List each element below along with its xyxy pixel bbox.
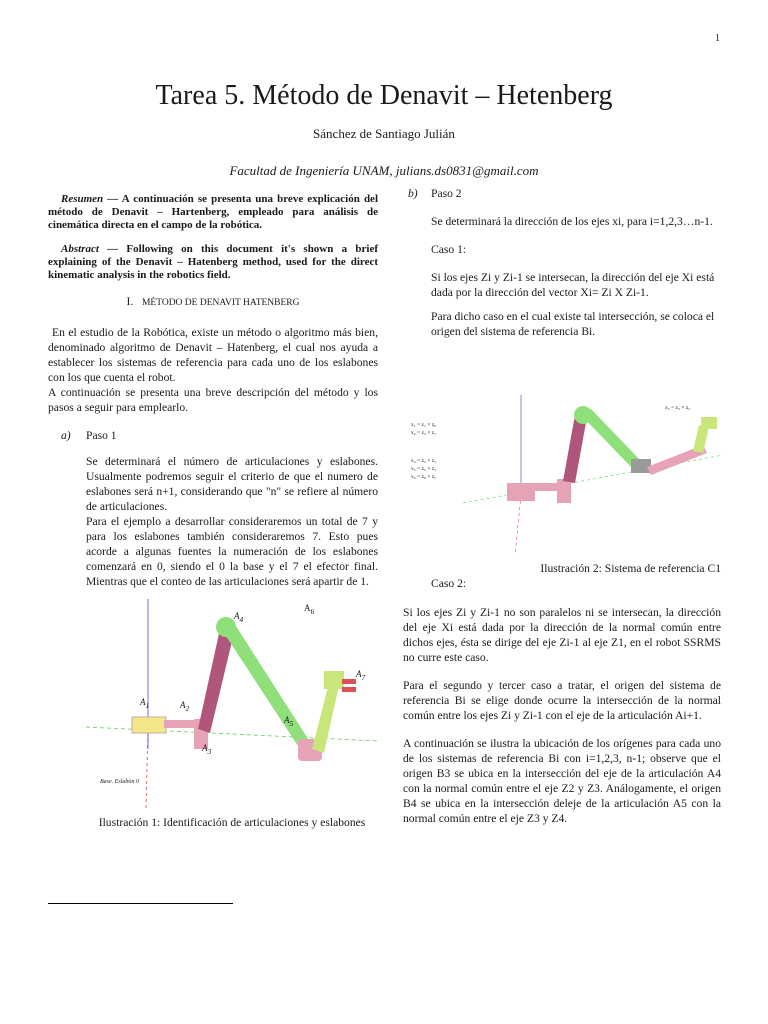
figure-2-drawing [403,395,733,555]
caso2-paragraph-3: A continuación se ilustra la ubicación de los orígenes para cada uno de los sistemas de referencia Bi con i=1,2,3, n-1; observe que el origen B3 se ubica en la intersección del eje de la articulación A4 con la normal común entre el eje Z2 y Z3. Análogamente, el origen B4 se ubica en la intersección deleje de la articulación A5 con la normal común entre el eje Z3 y Z4. [403,737,721,825]
footnote-separator [48,903,233,904]
step-a-title: Paso 1 [86,429,117,442]
label-a2: $A_2$ [180,700,190,713]
y-axis-line [463,455,723,503]
step-b-letter: b) [408,187,418,200]
link-1 [164,720,198,728]
label-a1: $A_1$ [140,697,150,710]
label-a7: $A_7$ [356,669,366,682]
section-title: MÉTODO DE DENAVIT HATENBERG [141,298,300,308]
author: Sánchez de Santiago Julián [313,126,455,141]
caso2-paragraph-1: Si los ejes Zi y Zi-1 no son paralelos ni se intersecan, la dirección del eje Xi está dada por la dirección de la normal común entre dichos ejes, ésta se dirige del eje Zi-1 al eje Z1, en el robot SSRMS no curre este caso. [403,606,721,664]
section1-paragraph-2: A continuación se presenta una breve descripción del método y los pasos a seguir para emplearlo. [48,386,378,414]
eq-x4: x₄ = z₄ × z₃ [411,458,437,464]
page-title: Tarea 5. Método de Denavit – Hetenberg [155,80,613,111]
abstract-paragraph [48,243,378,282]
figure-1-caption: Ilustración 1: Identificación de articulaciones y eslabones [98,816,366,829]
x-axis-line [146,727,148,809]
resumen-paragraph [48,193,378,232]
joint-a4 [574,406,592,424]
caso2-label: Caso 2: [431,577,467,590]
base-joint [507,483,535,501]
joint-a5 [631,459,651,473]
y-axis-line [86,727,378,741]
label-a6: $A_6$ [304,603,315,616]
caso1-paragraph: Si los ejes Zi y Zi-1 se intersecan, la dirección del eje Xi está dada por la dirección del vector Xi= Zi X Zi-1. [431,271,715,299]
joint-a4 [216,617,236,637]
end-effector [342,679,356,684]
left-column [48,193,378,830]
link-3 [198,629,234,733]
eq-x1: x₁ = z₁ × z₀ [411,422,437,428]
link-4 [220,623,312,749]
label-a4: $A_4$ [234,611,244,624]
step-b-title: Paso 2 [431,187,462,200]
figure-2-caption: Ilustración 2: Sistema de referencia C1 [540,562,721,575]
figure-2-reference-frames [403,395,733,555]
equation-top: x₃ = z₃ × z₂ [665,405,691,411]
step-a-heading [48,428,378,443]
resumen-label: Resumen — [61,193,119,205]
joint-a6 [324,671,344,689]
eq-x2: x₂ = z₂ × z₁ [411,430,437,436]
end-effector-2 [342,687,356,692]
equations-left-b [411,457,436,481]
link-3 [563,415,587,483]
eq-x6: x₆ = z₆ × z₅ [411,474,437,480]
caso1-label: Caso 1: [431,243,467,256]
step-a-paragraph-1: Se determinará el número de articulaciones y eslabones. Usualmente podremos seguir el criterio de que el numero de eslabones será n+1, considerando que "n" se refiere al número de articulaciones. [86,455,378,513]
caso1-paragraph-2: Para dicho caso en el cual existe tal intersección, se coloca el origen del sistema de referencia Bi. [431,310,715,338]
eq-x5: x₅ = z₅ × z₄ [411,466,437,472]
equations-left-a [411,421,436,437]
joint-a6 [701,417,717,429]
affiliation: Facultad de Ingeniería UNAM, julians.ds0831@gmail.com [229,163,539,178]
figure-1-robot-joints [86,599,378,809]
label-a5: $A_5$ [284,715,294,728]
link-5 [312,679,340,753]
abstract-label: Abstract — [61,243,119,255]
section-number: I. [126,295,134,308]
x-axis-line [515,495,521,555]
resumen-text: A continuación se presenta una breve explicación del método de Denavit – Hartenberg, empleado para análisis de cinemática directa en el campo de la robótica. [48,193,378,231]
page-number: 1 [715,33,720,44]
abstract-text: Following on this document it's shown a brief explaining of the Denavit – Hatenberg method, used for the direct kinematic analysis in the robotics field. [48,243,378,281]
base-joint [132,717,166,733]
step-b-paragraph-1: Se determinará la dirección de los ejes xi, para i=1,2,3…n-1. [431,215,713,228]
link-6 [693,425,709,453]
step-b-heading [403,186,721,201]
step-a-paragraph-2: Para el ejemplo a desarrollar consideraremos un total de 7 y para los eslabones también consideraremos 7. Esto pues acorde a algunas fuentes la numeración de los eslabones comenzará en 0, siendo el 0 la base y el 7 el efector final. Mientras que el conteo de las articulaciones será apartir de 1. [86,515,378,588]
step-a-letter: a) [61,429,71,442]
caso2-paragraph-2: Para el segundo y tercer caso a tratar, el origen del sistema de referencia Bi se elige donde ocurre la intersección de la normal común entre los ejes Zi y Zi-1 con el eje de la articulación Ai+1. [403,679,721,722]
label-base: Base. Eslabón 0 [100,779,139,785]
label-a3: $A_3$ [202,743,212,756]
link-2 [557,479,571,503]
section1-paragraph-1: En el estudio de la Robótica, existe un método o algoritmo más bien, denominado algoritmo de Denavit – Hatenberg, el cual nos ayuda a establecer los sistemas de referencia para cada uno de los eslabones con los que cuenta el robot. [48,326,378,384]
section-heading [48,294,378,311]
right-column [403,186,721,826]
